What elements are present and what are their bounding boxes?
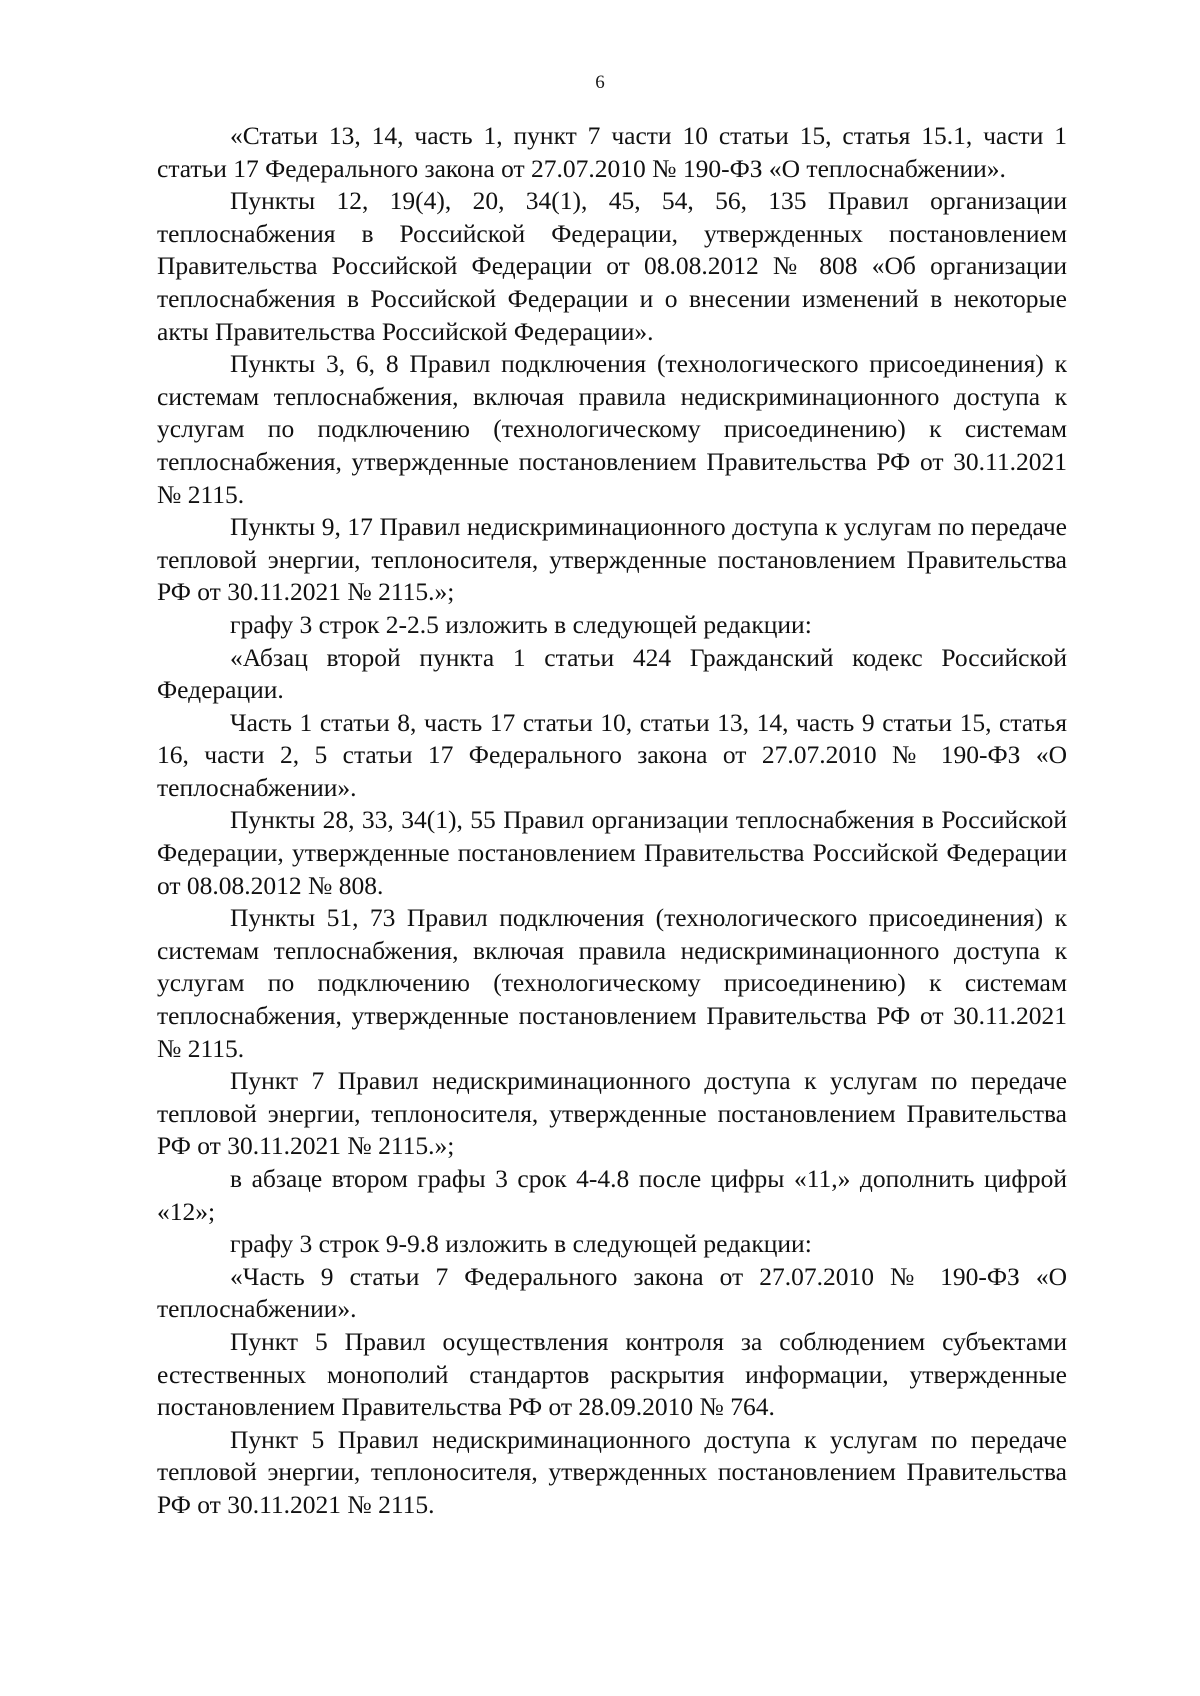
paragraph-6: «Абзац второй пункта 1 статьи 424 Гражданский кодекс Российской Федерации. — [157, 642, 1067, 705]
paragraph-4: Пункты 9, 17 Правил недискриминационного доступа к услугам по передаче тепловой энергии, теплоносителя, утвержденные постановлением Правительства РФ от 30.11.2021 № 2115.»; — [157, 512, 1067, 607]
paragraph-9: Пункты 51, 73 Правил подключения (технологического присоединения) к системам теплоснабжения, включая правила недискриминационного доступа к услугам по подключению (технологическому присоединению) к системам теплоснабжения, утвержденные постановлением Правительства РФ от 30.11.2021 № 2115. — [157, 903, 1067, 1063]
paragraph-1: «Статьи 13, 14, часть 1, пункт 7 части 10 статьи 15, статья 15.1, части 1 статьи 17 Федерального закона от 27.07.2010 № 190-ФЗ «О теплоснабжении». — [157, 121, 1067, 183]
paragraph-13: «Часть 9 статьи 7 Федерального закона от 27.07.2010 № 190-ФЗ «О теплоснабжении». — [157, 1261, 1067, 1324]
paragraph-12: графу 3 строк 9-9.8 изложить в следующей редакции: — [230, 1229, 812, 1259]
paragraph-14: Пункт 5 Правил осуществления контроля за соблюдением субъектами естественных монополий стандартов раскрытия информации, утвержденные постановлением Правительства РФ от 28.09.2010 № 764. — [157, 1326, 1067, 1422]
paragraph-11: в абзаце втором графы 3 срок 4-4.8 после цифры «11,» дополнить цифрой «12»; — [157, 1164, 1067, 1226]
paragraph-10: Пункт 7 Правил недискриминационного доступа к услугам по передаче тепловой энергии, теплоносителя, утвержденные постановлением Правительства РФ от 30.11.2021 № 2115.»; — [157, 1066, 1067, 1161]
document-body — [157, 120, 1067, 1522]
paragraph-8: Пункты 28, 33, 34(1), 55 Правил организации теплоснабжения в Российской Федерации, утвержденные постановлением Правительства Российской Федерации от 08.08.2012 № 808. — [157, 805, 1067, 900]
paragraph-15: Пункт 5 Правил недискриминационного доступа к услугам по передаче тепловой энергии, теплоносителя, утвержденных постановлением Правительства РФ от 30.11.2021 № 2115. — [157, 1424, 1067, 1519]
paragraph-5: графу 3 строк 2-2.5 изложить в следующей редакции: — [230, 609, 812, 639]
paragraph-7: Часть 1 статьи 8, часть 17 статьи 10, статьи 13, 14, часть 9 статьи 15, статья 16, части 2, 5 статьи 17 Федерального закона от 27.07.2010 № 190-ФЗ «О теплоснабжении». — [157, 707, 1067, 802]
paragraph-2: Пункты 12, 19(4), 20, 34(1), 45, 54, 56, 135 Правил организации теплоснабжения в Российской Федерации, утвержденных постановлением Правительства Российской Федерации от 08.08.2012 № 808 «Об организации теплоснабжения в Российской Федерации и о внесении изменений в некоторые акты Правительства Российской Федерации». — [157, 186, 1067, 346]
page-number: 6 — [595, 72, 605, 93]
paragraph-3: Пункты 3, 6, 8 Правил подключения (технологического присоединения) к системам теплоснабжения, включая правила недискриминационного доступа к услугам по подключению (технологическому присоединению) к системам теплоснабжения, утвержденные постановлением Правительства РФ от 30.11.2021 № 2115. — [157, 349, 1067, 509]
